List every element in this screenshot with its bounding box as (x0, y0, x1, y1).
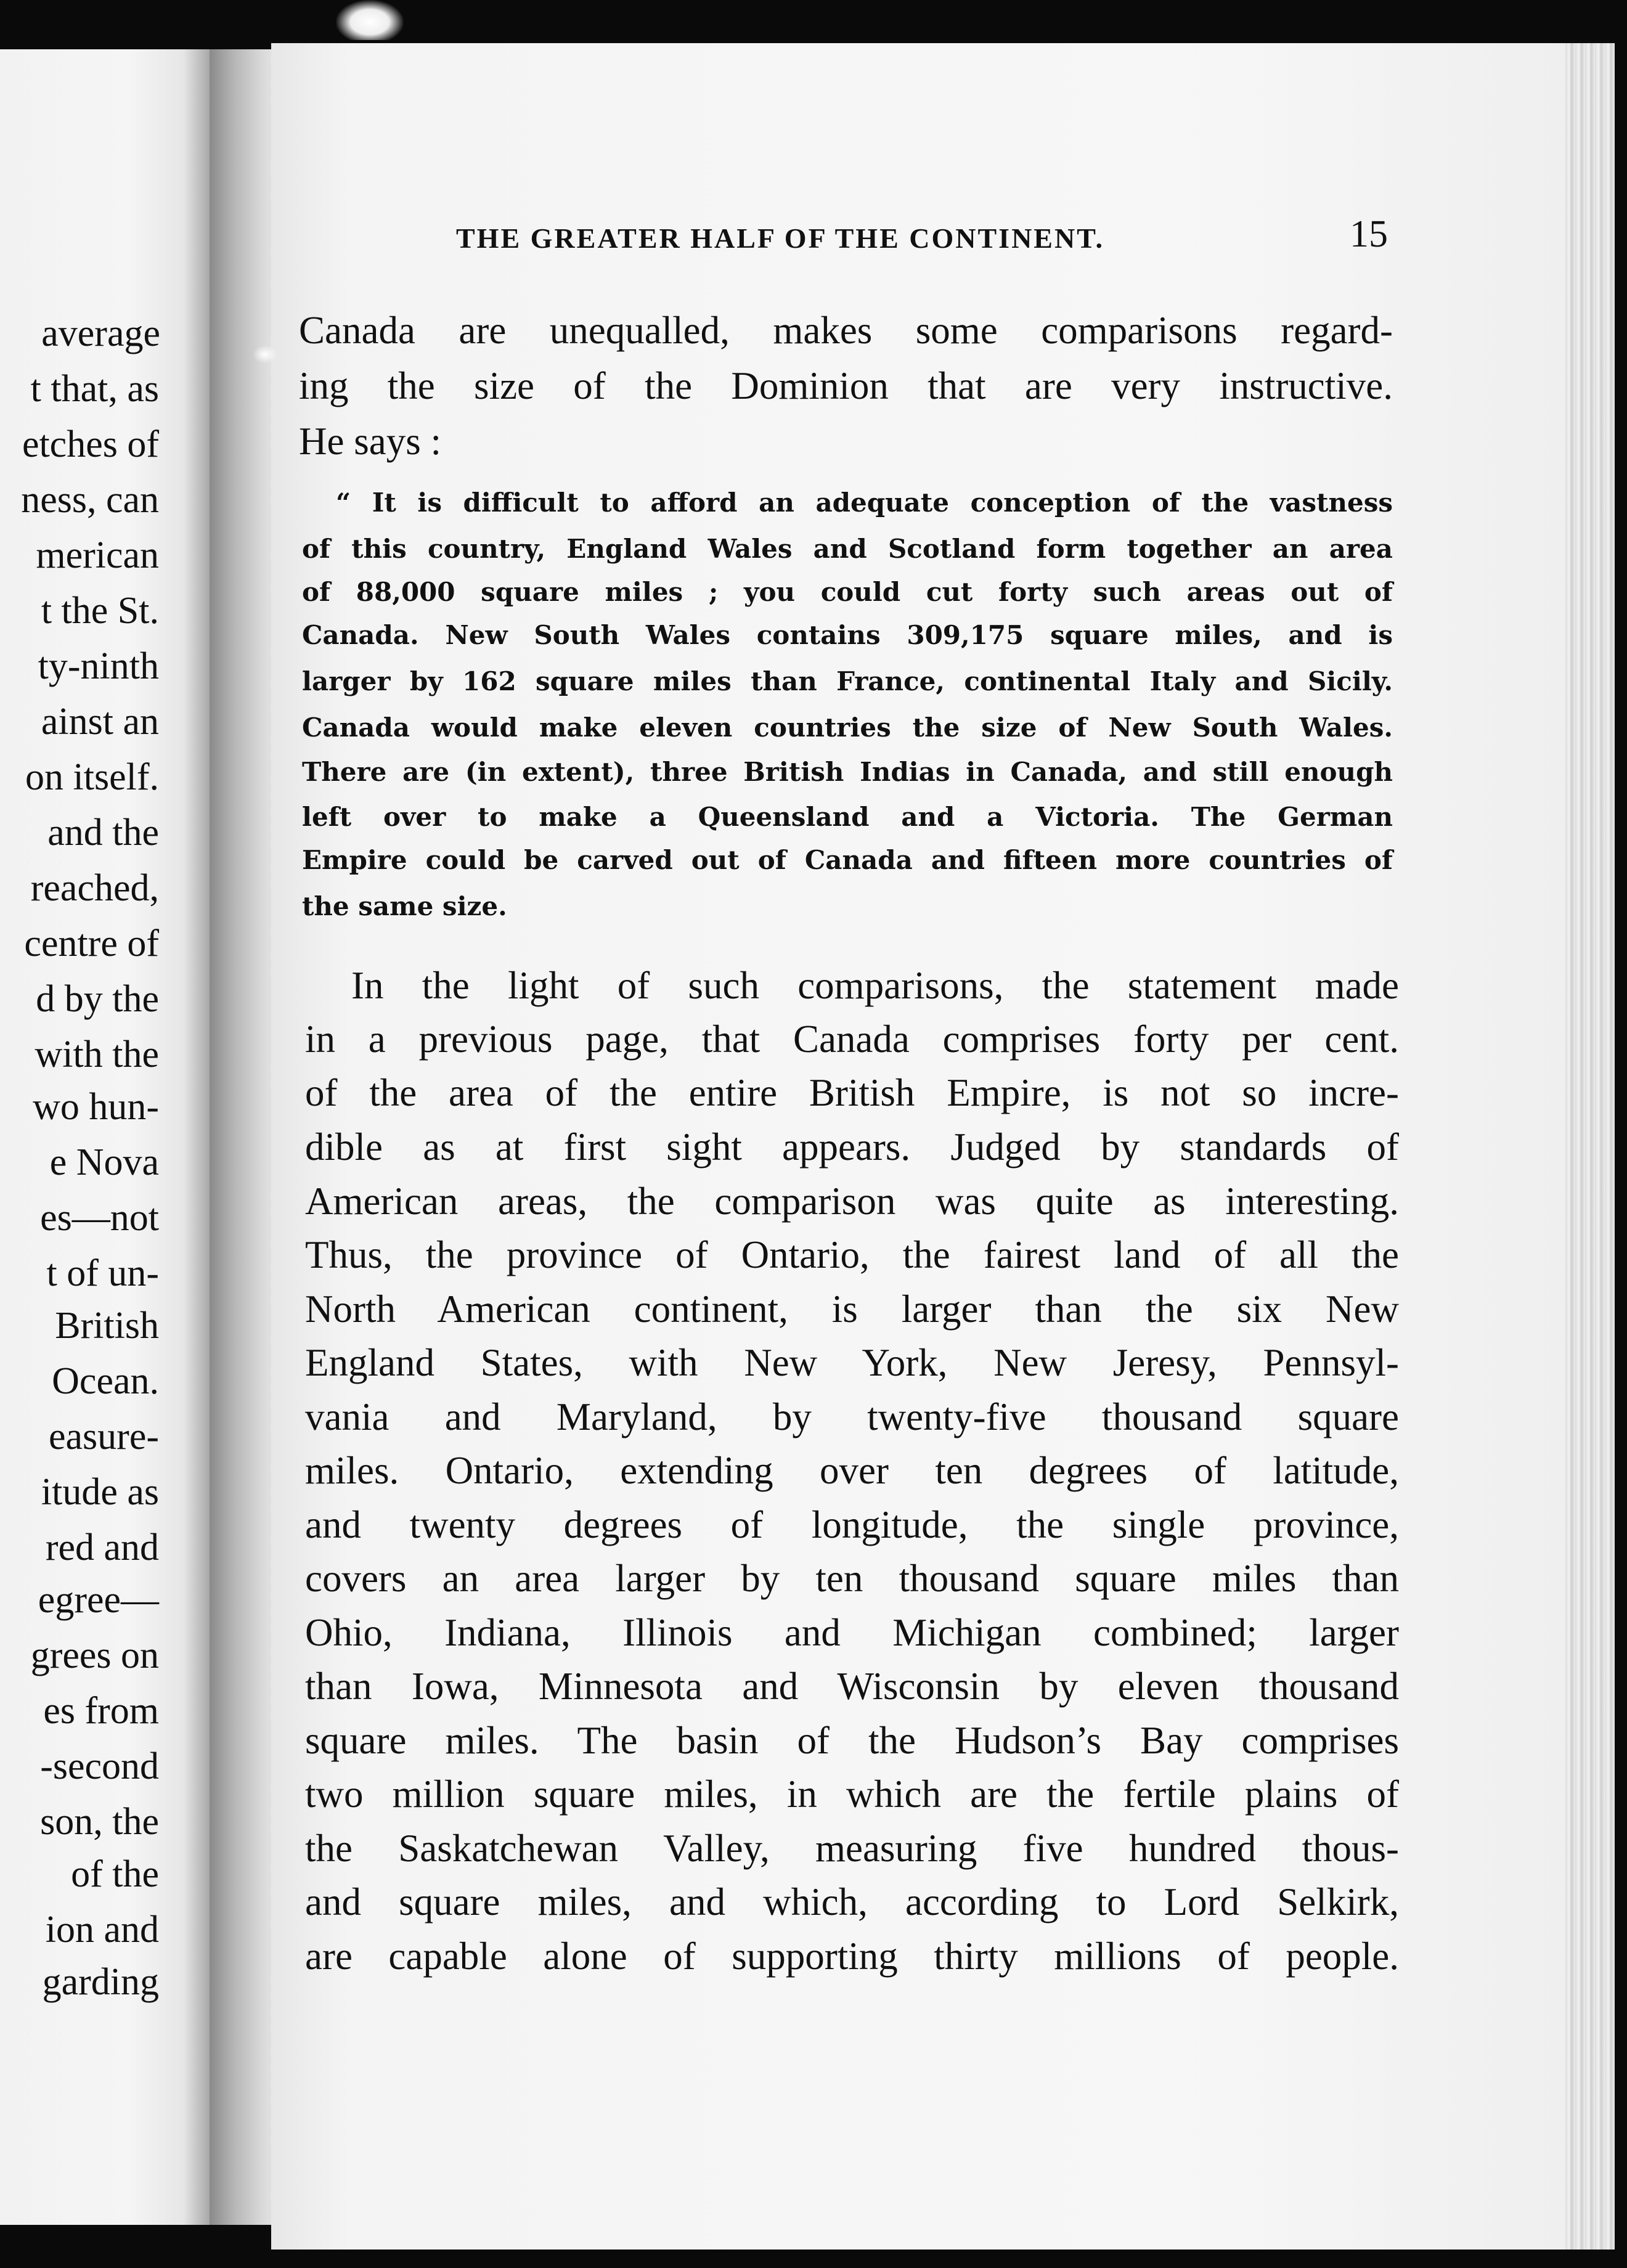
paragraph-line: square miles. The basin of the Hudson’s Bay comprises (305, 1719, 1399, 1762)
facing-page-line: t the St. (41, 590, 159, 632)
paragraph-line: the Saskatchewan Valley, measuring five hundred thous- (305, 1827, 1399, 1870)
facing-page-line: red and (45, 1527, 159, 1568)
facing-page-line: British (55, 1305, 159, 1347)
facing-page-line: es from (43, 1690, 159, 1732)
quote-line: Canada. New South Wales contains 309,175 square miles, and is (302, 620, 1393, 650)
paragraph-line: of the area of the entire British Empire, is not so incre- (305, 1071, 1399, 1114)
paragraph-line: In the light of such comparisons, the statement made (351, 964, 1399, 1007)
intro-line: ing the size of the Dominion that are very instructive. (299, 364, 1393, 407)
facing-page-line: son, the (40, 1801, 159, 1843)
facing-page-line: es—not (40, 1197, 159, 1239)
page-edges (1565, 43, 1615, 2250)
facing-page-line: wo hun- (33, 1086, 159, 1128)
quote-line: of 88,000 square miles ; you could cut forty such areas out of (302, 577, 1393, 607)
facing-page-line: ty-ninth (38, 645, 159, 687)
facing-page-line: of the (71, 1853, 159, 1895)
facing-page-line: -second (40, 1745, 159, 1787)
facing-page-line: itude as (41, 1471, 159, 1513)
facing-page-line: d by the (36, 978, 159, 1020)
facing-page-line: easure- (49, 1416, 159, 1458)
quote-line: There are (in extent), three British Indias in Canada, and still enough (302, 757, 1393, 787)
facing-page-line: Ocean. (52, 1360, 159, 1402)
facing-page-line: e Nova (49, 1141, 159, 1183)
scan-speck (253, 345, 277, 364)
paragraph-line: than Iowa, Minnesota and Wisconsin by eleven thousand (305, 1665, 1399, 1708)
facing-page-line: centre of (24, 923, 159, 965)
paragraph-line: dible as at first sight appears. Judged by standards of (305, 1125, 1399, 1169)
facing-page-line: and the (47, 812, 159, 854)
facing-page-line: t that, as (30, 368, 159, 410)
page-number: 15 (1350, 213, 1388, 255)
paragraph-line: Ohio, Indiana, Illinois and Michigan combined; larger (305, 1611, 1399, 1654)
quote-line: the same size. (302, 891, 507, 921)
quote-line: Empire could be carved out of Canada and fifteen more countries of (302, 845, 1393, 875)
facing-page (0, 49, 216, 2225)
intro-line: Canada are unequalled, makes some comparisons regard- (299, 309, 1393, 352)
quote-line: left over to make a Queensland and a Victoria. The German (302, 802, 1393, 832)
paragraph-line: vania and Maryland, by twenty-five thousand square (305, 1395, 1399, 1438)
facing-page-line: ainst an (41, 701, 159, 743)
facing-page-line: reached, (30, 867, 159, 909)
facing-page-line: with the (35, 1034, 159, 1075)
facing-page-line: t of un- (46, 1252, 159, 1294)
facing-page-line: ion and (45, 1909, 159, 1951)
facing-page-line: average (41, 312, 160, 354)
intro-line: He says : (299, 420, 441, 463)
facing-page-line: grees on (30, 1634, 159, 1676)
scan-speck (336, 0, 404, 40)
facing-page-line: etches of (22, 423, 159, 465)
quote-line: of this country, England Wales and Scotland form together an area (302, 534, 1393, 564)
paragraph-line: covers an area larger by ten thousand square miles than (305, 1557, 1399, 1600)
paragraph-line: and twenty degrees of longitude, the single province, (305, 1503, 1399, 1546)
facing-page-line: garding (42, 1961, 159, 2003)
paragraph-line: two million square miles, in which are the fertile plains of (305, 1772, 1399, 1816)
facing-page-line: merican (36, 534, 159, 576)
paragraph-line: American areas, the comparison was quite as interesting. (305, 1180, 1399, 1223)
paragraph-line: North American continent, is larger than the six New (305, 1287, 1399, 1331)
running-head: THE GREATER HALF OF THE CONTINENT. (456, 222, 1104, 254)
quote-line: larger by 162 square miles than France, continental Italy and Sicily. (302, 666, 1393, 696)
paragraph-line: are capable alone of supporting thirty millions of people. (305, 1935, 1399, 1978)
facing-page-line: on itself. (25, 756, 159, 798)
facing-page-line: ness, can (21, 479, 159, 521)
quote-line: Canada would make eleven countries the size of New South Wales. (302, 712, 1393, 743)
facing-page-line: egree— (38, 1579, 159, 1621)
paragraph-line: Thus, the province of Ontario, the fairest land of all the (305, 1233, 1399, 1276)
paragraph-line: in a previous page, that Canada comprises forty per cent. (305, 1018, 1399, 1061)
paragraph-line: England States, with New York, New Jeresy, Pennsyl- (305, 1341, 1399, 1384)
quote-line: “ It is difficult to afford an adequate conception of the vastness (336, 487, 1393, 518)
paragraph-line: miles. Ontario, extending over ten degrees of latitude, (305, 1449, 1399, 1492)
paragraph-line: and square miles, and which, according to Lord Selkirk, (305, 1880, 1399, 1923)
